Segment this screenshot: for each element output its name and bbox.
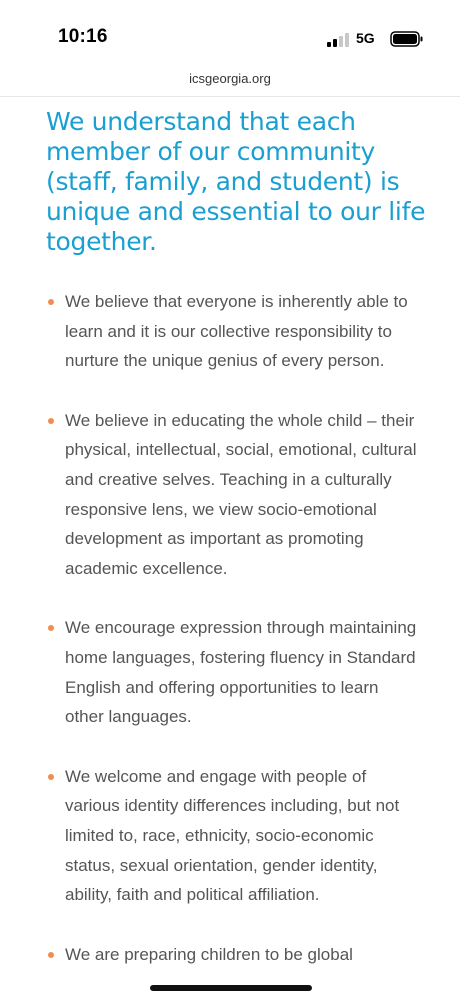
home-indicator[interactable] bbox=[150, 985, 312, 991]
list-item bbox=[0, 287, 460, 376]
address-bar[interactable] bbox=[0, 70, 460, 97]
list-item-text: We believe in educating the whole child – their physical, intellectual, social, emotional, cultural and creative selves. Teaching in a culturally responsive lens, we view socio-emotional development as important as promoting academic excellence. bbox=[65, 410, 417, 578]
bullet-icon bbox=[48, 952, 54, 958]
page-heading: We understand that each member of our community (staff, family, and student) is unique and essential to our life together. bbox=[46, 107, 426, 256]
list-item bbox=[0, 613, 460, 731]
beliefs-list bbox=[0, 287, 460, 999]
battery-icon bbox=[390, 31, 424, 47]
bullet-icon bbox=[48, 625, 54, 631]
status-bar bbox=[0, 0, 460, 70]
list-item-text: We are preparing children to be global bbox=[65, 944, 353, 964]
list-item bbox=[0, 762, 460, 910]
status-time: 10:16 bbox=[58, 26, 108, 47]
list-item-text: We welcome and engage with people of various identity differences including, but not limited to, race, ethnicity, socio-economic status, sexual orientation, gender identity, ability, faith and political affiliation. bbox=[65, 766, 400, 905]
list-item bbox=[0, 406, 460, 584]
list-item bbox=[0, 940, 460, 970]
bullet-icon bbox=[48, 774, 54, 780]
url-text[interactable]: icsgeorgia.org bbox=[189, 71, 271, 86]
list-item-text: We encourage expression through maintaining home languages, fostering fluency in Standard English and offering opportunities to learn other languages. bbox=[65, 618, 417, 727]
list-item-text: We believe that everyone is inherently able to learn and it is our collective responsibility to nurture the unique genius of every person. bbox=[65, 292, 408, 371]
cellular-signal-icon bbox=[327, 33, 351, 47]
page-content bbox=[0, 97, 460, 1000]
bullet-icon bbox=[48, 418, 54, 424]
bullet-icon bbox=[48, 299, 54, 305]
network-type-label: 5G bbox=[356, 30, 375, 46]
